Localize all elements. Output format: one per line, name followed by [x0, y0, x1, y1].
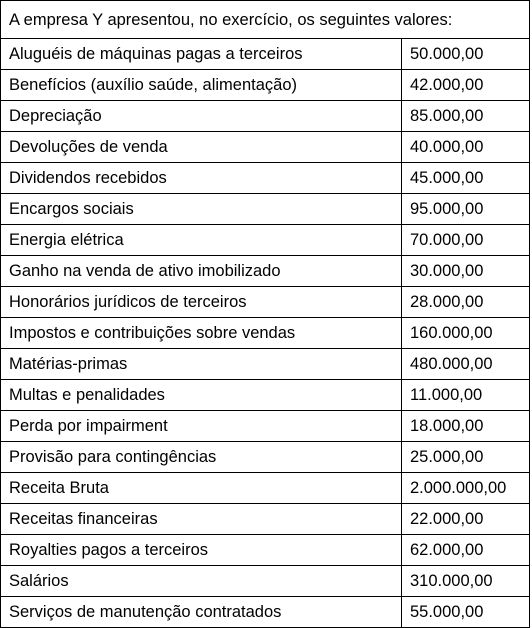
- table-row: [1, 132, 530, 163]
- table-row: [1, 39, 530, 70]
- row-label: Honorários jurídicos de terceiros: [1, 287, 402, 318]
- row-value: 310.000,00: [402, 566, 530, 597]
- row-value: 95.000,00: [402, 194, 530, 225]
- table-row: [1, 256, 530, 287]
- row-label: Impostos e contribuições sobre vendas: [1, 318, 402, 349]
- row-label: Provisão para contingências: [1, 442, 402, 473]
- row-value: 45.000,00: [402, 163, 530, 194]
- row-value: 480.000,00: [402, 349, 530, 380]
- table-row: [1, 535, 530, 566]
- row-value: 30.000,00: [402, 256, 530, 287]
- table-row: [1, 163, 530, 194]
- table-row: [1, 194, 530, 225]
- table-row: [1, 287, 530, 318]
- table-heading: A empresa Y apresentou, no exercício, os seguintes valores:: [0, 0, 530, 38]
- row-label: Aluguéis de máquinas pagas a terceiros: [1, 39, 402, 70]
- row-label: Receita Bruta: [1, 473, 402, 504]
- row-label: Matérias-primas: [1, 349, 402, 380]
- row-value: 50.000,00: [402, 39, 530, 70]
- table-row: [1, 225, 530, 256]
- row-label: Encargos sociais: [1, 194, 402, 225]
- table-row: [1, 380, 530, 411]
- table-row: [1, 70, 530, 101]
- row-label: Multas e penalidades: [1, 380, 402, 411]
- table-row: [1, 101, 530, 132]
- row-value: 42.000,00: [402, 70, 530, 101]
- values-table: [0, 38, 530, 628]
- row-value: 18.000,00: [402, 411, 530, 442]
- row-label: Devoluções de venda: [1, 132, 402, 163]
- row-label: Perda por impairment: [1, 411, 402, 442]
- table-row: [1, 411, 530, 442]
- row-value: 160.000,00: [402, 318, 530, 349]
- table-row: [1, 349, 530, 380]
- row-label: Dividendos recebidos: [1, 163, 402, 194]
- values-table-body: [1, 39, 530, 628]
- table-row: [1, 597, 530, 628]
- row-value: 2.000.000,00: [402, 473, 530, 504]
- table-row: [1, 318, 530, 349]
- row-label: Depreciação: [1, 101, 402, 132]
- table-row: [1, 442, 530, 473]
- row-value: 11.000,00: [402, 380, 530, 411]
- row-label: Ganho na venda de ativo imobilizado: [1, 256, 402, 287]
- row-value: 22.000,00: [402, 504, 530, 535]
- row-value: 62.000,00: [402, 535, 530, 566]
- row-label: Receitas financeiras: [1, 504, 402, 535]
- row-label: Benefícios (auxílio saúde, alimentação): [1, 70, 402, 101]
- table-row: [1, 473, 530, 504]
- table-row: [1, 504, 530, 535]
- row-value: 55.000,00: [402, 597, 530, 628]
- row-label: Salários: [1, 566, 402, 597]
- row-label: Serviços de manutenção contratados: [1, 597, 402, 628]
- row-value: 70.000,00: [402, 225, 530, 256]
- row-value: 40.000,00: [402, 132, 530, 163]
- row-value: 25.000,00: [402, 442, 530, 473]
- row-value: 85.000,00: [402, 101, 530, 132]
- row-value: 28.000,00: [402, 287, 530, 318]
- table-row: [1, 566, 530, 597]
- row-label: Energia elétrica: [1, 225, 402, 256]
- row-label: Royalties pagos a terceiros: [1, 535, 402, 566]
